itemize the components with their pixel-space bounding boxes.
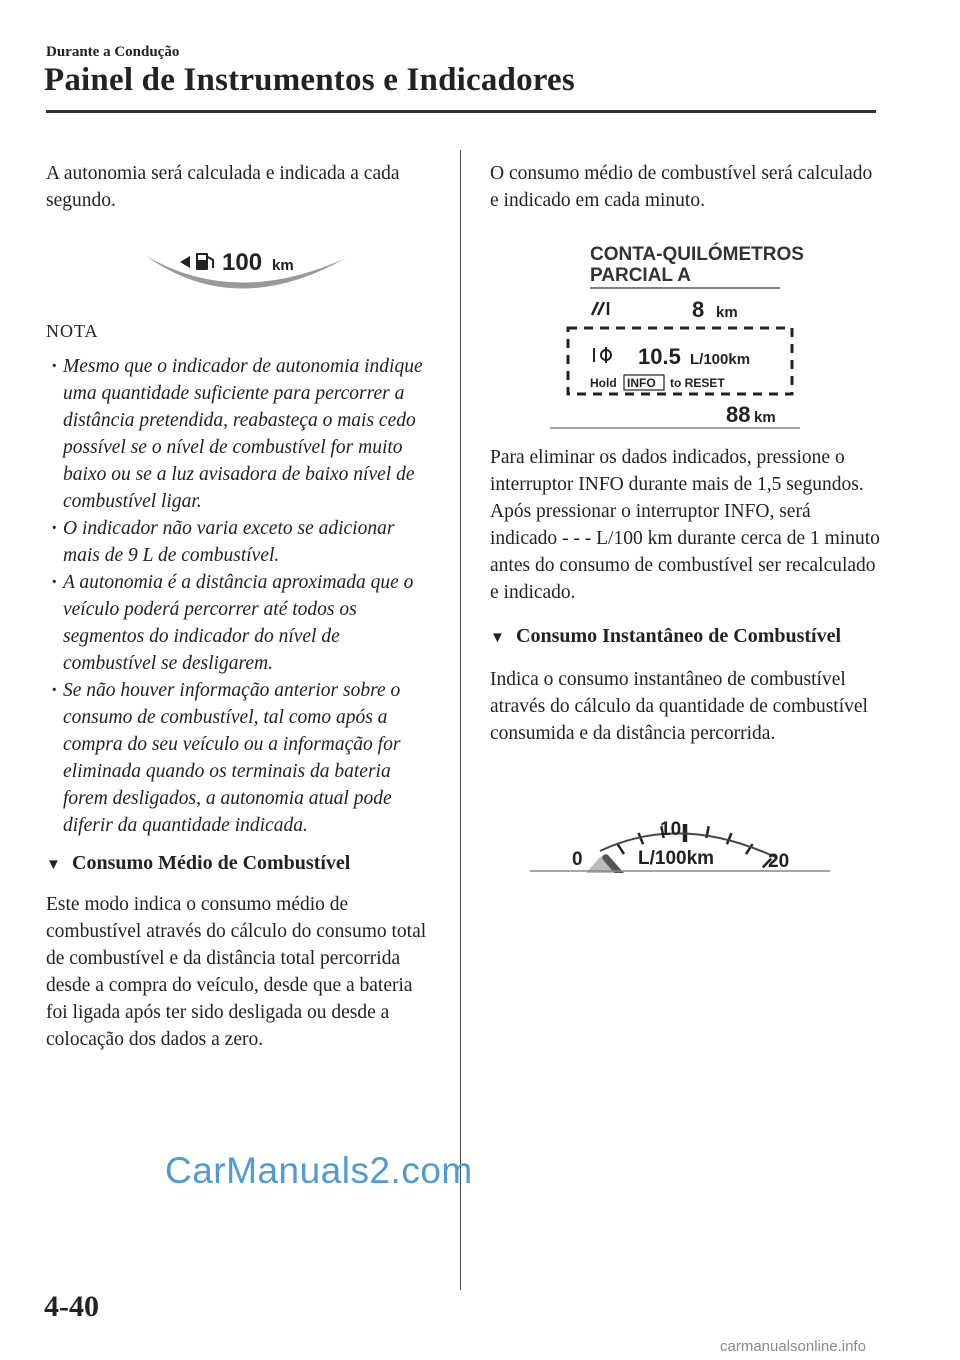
- trip-label-line1: CONTA-QUILÓMETROS: [590, 244, 804, 265]
- gauge-tick: [727, 833, 731, 844]
- gauge-tick: [639, 833, 643, 844]
- note-item: · Mesmo que o indicador de autonomia indique uma quantidade suficiente para percorrer a distância pretendida, reabasteça o mais cedo possível se o nível de combustível for muito baixo ou se a luz avisadora de baixo nível de combustível ligar.: [46, 353, 436, 515]
- trip-label-line2: PARCIAL A: [590, 265, 691, 286]
- gauge-min-label: 0: [572, 849, 583, 870]
- hold-text: Hold: [590, 376, 617, 390]
- section-label: Durante a Condução: [46, 44, 180, 60]
- trip-display-illustration: [490, 230, 880, 430]
- range-unit: km: [272, 257, 294, 274]
- triangle-down-icon: ▼: [490, 630, 505, 646]
- avg-update-text: O consumo médio de combustível será calculado e indicado em cada minuto.: [490, 163, 873, 211]
- reset-instructions: Para eliminar os dados indicados, pressione o interruptor INFO durante mais de 1,5 segundos. Após pressionar o interruptor INFO, será indicado - - - L/100 km durante cerca de 1 minuto antes do consumo de combustível ser recalculado e indicado.: [490, 447, 880, 603]
- trip-unit: km: [716, 304, 738, 321]
- right-column: [490, 160, 880, 873]
- gauge-tick: [617, 844, 624, 854]
- triangle-down-icon: ▼: [46, 857, 61, 873]
- instant-consumption-heading-text: Consumo Instantâneo de Combustível: [516, 625, 842, 647]
- gauge-mid-label: 10: [660, 819, 682, 840]
- left-column: [46, 160, 436, 1053]
- note-item: · Se não houver informação anterior sobre o consumo de combustível, tal como após a compra do seu veículo ou a informação for eliminada quando os terminais da bateria forem desligados, a autonomia atual pode diferir da quantidade indicada.: [46, 677, 436, 839]
- trip-value: 8: [692, 297, 705, 322]
- watermark-logo: CarManuals2.com: [165, 1150, 473, 1191]
- fuel-pump-icon: [196, 253, 213, 270]
- note-item: · A autonomia é a distância aproximada que o veículo poderá percorrer até todos os segmentos do indicador do nível de combustível se desligarem.: [46, 569, 436, 677]
- range-value-small: 88: [726, 402, 751, 427]
- trip-icon: [592, 302, 608, 315]
- note-list: [46, 353, 436, 839]
- info-label: INFO: [627, 376, 656, 390]
- note-title: NOTA: [46, 321, 99, 341]
- avg-unit: L/100km: [690, 351, 751, 368]
- page-number: 4-40: [44, 1290, 99, 1323]
- instant-consumption-body: Indica o consumo instantâneo de combustível através do cálculo da quantidade de combustível consumida e da distância percorrida.: [490, 669, 868, 744]
- range-value: 100: [222, 249, 263, 276]
- avg-value: 10.5: [638, 344, 681, 369]
- range-intro-text: A autonomia será calculada e indicada a cada segundo.: [46, 163, 400, 211]
- gauge-unit-label: L/100km: [638, 848, 715, 869]
- avg-consumption-heading-text: Consumo Médio de Combustível: [72, 852, 351, 874]
- range-display-illustration: [46, 228, 436, 308]
- left-arrow-icon: [180, 256, 190, 268]
- avg-consumption-heading: [46, 849, 436, 879]
- page-title: Painel de Instrumentos e Indicadores: [44, 62, 575, 98]
- footer-site-watermark: carmanualsonline.info: [720, 1338, 866, 1355]
- avg-consumption-body: Este modo indica o consumo médio de combustível através do cálculo do consumo total de combustível e da distância total percorrida desde a compra do veículo, desde que a bateria foi ligada após ter sido desligada ou desde a colocação dos dados a zero.: [46, 894, 427, 1050]
- column-divider: [460, 150, 461, 1290]
- note-item: · O indicador não varia exceto se adicionar mais de 9 L de combustível.: [46, 515, 436, 569]
- avg-fuel-icon: [594, 347, 611, 363]
- reset-text: to RESET: [670, 376, 725, 390]
- range-unit-small: km: [754, 409, 776, 426]
- instant-consumption-gauge: [490, 773, 880, 873]
- gauge-max-label: 20: [768, 851, 790, 872]
- header-rule: [46, 110, 876, 113]
- instant-consumption-heading: [490, 622, 880, 652]
